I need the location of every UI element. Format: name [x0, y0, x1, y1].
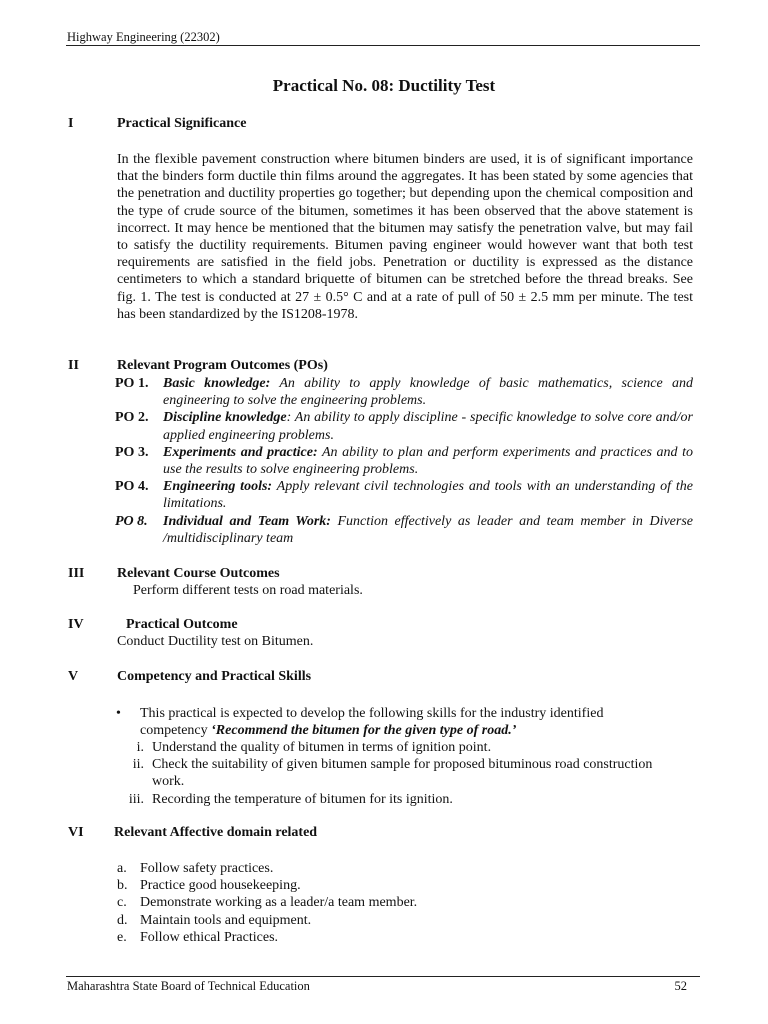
section-1-number: I — [68, 116, 74, 131]
section-6-title: Relevant Affective domain related — [114, 825, 318, 840]
po-item — [115, 478, 693, 512]
po-lead: Engineering tools: — [163, 479, 273, 495]
section-4-number: IV — [68, 617, 84, 632]
po-text: An ability to apply knowledge of basic mathematics, science and engineering to solve the engineering problems. — [163, 376, 693, 409]
po-code: PO 2. — [115, 410, 149, 426]
section-2-title: Relevant Program Outcomes (POs) — [117, 358, 328, 373]
po-text: Apply relevant civil technologies and tools with an understanding of the limitations. — [163, 479, 693, 512]
po-item — [115, 513, 693, 547]
competency-bullet — [114, 705, 674, 739]
po-list — [115, 375, 693, 547]
po-code: PO 1. — [115, 376, 149, 391]
po-lead: Basic knowledge: — [163, 376, 271, 391]
po-code: PO 8. — [115, 513, 148, 529]
section-4-title: Practical Outcome — [126, 617, 238, 632]
list-item: ii. Check the suitability of given bitumen sample for proposed bituminous road construction work. — [132, 757, 653, 790]
po-code: PO 3. — [115, 444, 149, 460]
header-divider — [66, 45, 700, 46]
section-3-number: III — [68, 566, 85, 581]
page-title: Practical No. 08: Ductility Test — [272, 76, 496, 95]
list-item: i. Understand the quality of bitumen in terms of ignition point. — [136, 740, 492, 755]
po-text: Function effectively as leader and team member in Diverse /multidisciplinary team — [163, 513, 693, 546]
list-item: d. Maintain tools and equipment. — [117, 912, 312, 928]
section-2-number: II — [68, 358, 79, 373]
po-text: An ability to plan and perform experiments and practices and to use the results to solve engineering problems. — [163, 444, 694, 478]
list-item: b. Practice good housekeeping. — [117, 878, 301, 894]
list-item: iii. Recording the temperature of bitumen for its ignition. — [128, 791, 453, 807]
po-text: : An ability to apply discipline - specific knowledge to solve core and/or applied engineering problems. — [163, 410, 693, 443]
section-3-title: Relevant Course Outcomes — [117, 566, 280, 581]
po-lead: Individual and Team Work: — [163, 513, 331, 529]
competency-statement: ‘Recommend the bitumen for the given type of road.’ — [211, 723, 517, 739]
section-5-title: Competency and Practical Skills — [117, 669, 312, 684]
affective-list — [117, 860, 677, 946]
po-item — [115, 409, 693, 443]
list-item: e. Follow ethical Practices. — [117, 929, 279, 945]
section-5-number: V — [68, 669, 79, 684]
section-6-number: VI — [68, 825, 84, 840]
section-1-title: Practical Significance — [117, 116, 247, 131]
running-header: Highway Engineering (22302) — [67, 30, 220, 44]
po-item — [115, 444, 693, 478]
footer-board: Maharashtra State Board of Technical Education — [67, 979, 310, 993]
list-item: c. Demonstrate working as a leader/a team member. — [117, 895, 418, 911]
po-lead: Discipline knowledge — [163, 410, 287, 426]
po-lead: Experiments and practice: — [163, 444, 318, 460]
bullet-icon: • — [116, 706, 121, 721]
bullet-text: This practical is expected to develop the following skills for the industry identified competency — [140, 706, 604, 739]
footer-divider — [66, 976, 700, 977]
po-item — [115, 375, 693, 409]
section-3-text: Perform different tests on road materials. — [133, 583, 363, 598]
section-1-paragraph: In the flexible pavement construction where bitumen binders are used, it is of significant importance that the binders form ductile thin films around the aggregates. It has been stated by some agencies that the penetration and ductility properties go together; but depending upon the chemical composition and the type of crude source of the bitumen, sometimes it has been observed that the above statement is incorrect. It may hence be mentioned that the bitumen may satisfy the penetration valve, but may fail to satisfy the ductility requirements. Bitumen paving engineer would however want that both test requirements are satisfied in the field jobs. Penetration or ductility is expressed as the distance centimeters to which a standard briquette of bitumen can be stretched before the thread breaks. See fig. 1. The test is conducted at 27 ± 0.5° C and at a rate of pull of 50 ± 2.5 mm per minute. The test has been standardized by the IS1208-1978. — [117, 152, 693, 322]
page-number: 52 — [674, 979, 687, 993]
section-4-text: Conduct Ductility test on Bitumen. — [117, 634, 314, 649]
po-code: PO 4. — [115, 479, 149, 495]
list-item: a. Follow safety practices. — [117, 861, 274, 876]
skills-list — [118, 739, 678, 808]
